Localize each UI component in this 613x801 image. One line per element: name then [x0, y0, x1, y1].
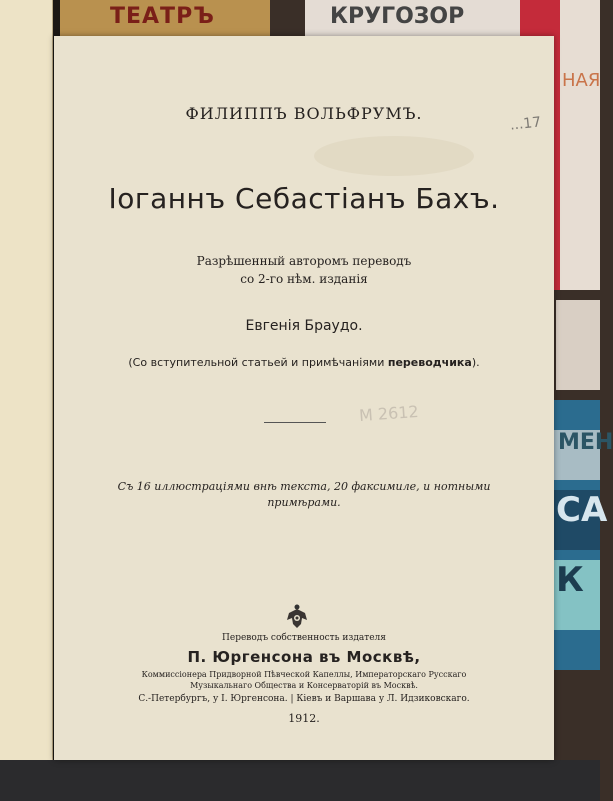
translator-name: Евгенія Браудо.	[245, 318, 363, 334]
translation-note-line1: Разрѣшенный авторомъ переводъ	[196, 254, 412, 268]
author-name: ФИЛИППЪ ВОЛЬФРУМЪ.	[185, 104, 423, 123]
background-book-krugozor	[305, 0, 520, 40]
publisher-titles-line2: Музыкальнаго Общества и Консерваторій въ Москвѣ.	[190, 681, 418, 690]
publisher-name: П. Юргенсона въ Москвѣ,	[187, 648, 421, 666]
illustrations-line1: Съ 16 иллюстраціями внѣ текста, 20 факсимиле, и нотными	[117, 480, 491, 493]
publisher-property: Переводъ собственность издателя	[222, 633, 386, 643]
book-spine-label: НАЯ	[562, 70, 601, 91]
book-spine-label: КРУГОЗОР	[330, 4, 465, 29]
note-suffix: ).	[471, 356, 480, 369]
note-prefix: (Со вступительной статьей и примѣчаніями	[128, 356, 385, 369]
publisher-titles-line1: Коммиссіонера Придворной Пѣвческой Капеллы, Императорскаго Русскаго	[141, 670, 467, 679]
paper-stain	[314, 136, 474, 176]
translation-note-line2: со 2-го нѣм. изданія	[240, 272, 368, 286]
double-eagle-emblem-icon	[285, 604, 309, 630]
table-surface	[0, 760, 600, 801]
pencil-mark: ...17	[509, 114, 542, 134]
background-book-right	[560, 0, 600, 290]
illustrations-line2: примѣрами.	[267, 496, 341, 509]
book-spine-label: МЕН	[554, 430, 600, 480]
background-book-blue	[548, 400, 613, 670]
publisher-branches: С.-Петербургъ, у І. Юргенсона. | Кіевъ и Варшава у Л. Идзиковскаго.	[138, 694, 470, 704]
background-book-gray	[556, 300, 600, 390]
publication-year: 1912.	[288, 712, 320, 725]
book-title: Іоганнъ Себастіанъ Бахъ.	[108, 182, 500, 215]
faded-stamp: М 2612	[358, 401, 420, 426]
book-spine-label: СА	[554, 490, 600, 550]
book-spine-label: К	[554, 560, 600, 630]
title-page	[54, 36, 554, 760]
left-page-edge	[0, 0, 53, 760]
divider-rule	[264, 422, 326, 423]
book-spine-label: ТЕАТРЪ	[110, 4, 215, 29]
note-bold: переводчика	[387, 356, 472, 369]
background-book-teatr	[40, 0, 270, 40]
commentary-note	[54, 356, 554, 369]
